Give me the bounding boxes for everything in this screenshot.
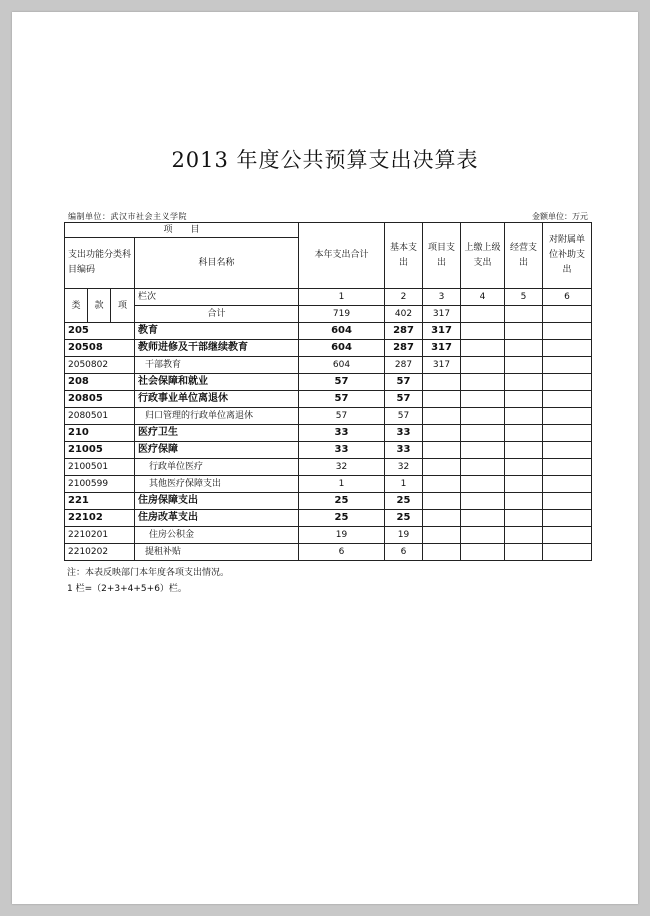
subject-code: 208 (65, 374, 135, 391)
subject-code: 21005 (65, 442, 135, 459)
table-row (65, 544, 592, 561)
remit-amount (461, 510, 505, 527)
subsidy-column-header: 对附属单位补助支出 (543, 223, 592, 289)
subject-name: 医疗保障 (135, 442, 299, 459)
total-amount: 57 (299, 374, 385, 391)
name-column-header: 科目名称 (135, 238, 299, 289)
table-row (65, 476, 592, 493)
basic-amount: 1 (385, 476, 423, 493)
remit-amount (461, 527, 505, 544)
subject-name: 行政事业单位离退休 (135, 391, 299, 408)
total-amount: 32 (299, 459, 385, 476)
basic-amount: 287 (385, 357, 423, 374)
table-row (65, 493, 592, 510)
col-num: 4 (461, 289, 505, 306)
remit-amount (461, 340, 505, 357)
col-num: 2 (385, 289, 423, 306)
business-amount (505, 442, 543, 459)
table-row (65, 357, 592, 374)
subject-name: 归口管理的行政单位离退休 (135, 408, 299, 425)
subject-name: 教育 (135, 323, 299, 340)
total-amount: 25 (299, 493, 385, 510)
remit-amount (461, 323, 505, 340)
business-amount (505, 527, 543, 544)
subject-name: 医疗卫生 (135, 425, 299, 442)
compiling-unit-label: 编制单位：武汉市社会主义学院 (68, 212, 187, 221)
table-row (65, 459, 592, 476)
business-amount (505, 374, 543, 391)
basic-amount: 57 (385, 391, 423, 408)
col-num: 6 (543, 289, 592, 306)
subject-name: 社会保障和就业 (135, 374, 299, 391)
subject-code: 2080501 (65, 408, 135, 425)
total-amount: 604 (299, 357, 385, 374)
remit-amount (461, 544, 505, 561)
project-amount: 317 (423, 357, 461, 374)
basic-amount: 287 (385, 340, 423, 357)
business-amount (505, 493, 543, 510)
lei-header: 类 (65, 289, 88, 323)
subsidy-amount (543, 459, 592, 476)
remit-amount (461, 493, 505, 510)
subsidy-amount (543, 391, 592, 408)
business-amount (505, 391, 543, 408)
subsidy-amount (543, 527, 592, 544)
basic-amount: 25 (385, 493, 423, 510)
basic-amount: 33 (385, 425, 423, 442)
kuan-header: 款 (88, 289, 111, 323)
remit-amount (461, 357, 505, 374)
total-amount: 1 (299, 476, 385, 493)
subsidy-amount (543, 323, 592, 340)
project-amount (423, 510, 461, 527)
project-amount (423, 544, 461, 561)
total-value (505, 306, 543, 323)
basic-amount: 25 (385, 510, 423, 527)
item-group-header: 项 目 (65, 223, 299, 238)
basic-amount: 19 (385, 527, 423, 544)
header-row-1 (65, 223, 592, 238)
table-row (65, 510, 592, 527)
business-amount (505, 323, 543, 340)
basic-amount: 57 (385, 408, 423, 425)
subject-name: 其他医疗保障支出 (135, 476, 299, 493)
amount-unit-label: 金额单位：万元 (532, 212, 588, 221)
total-value (543, 306, 592, 323)
business-amount (505, 510, 543, 527)
footnote: 1 栏=（2+3+4+5+6）栏。 (67, 584, 187, 594)
xiang-header: 项 (111, 289, 135, 323)
footnote: 注：本表反映部门本年度各项支出情况。 (67, 568, 230, 578)
subject-name: 住房改革支出 (135, 510, 299, 527)
subject-name: 行政单位医疗 (135, 459, 299, 476)
total-row (65, 306, 592, 323)
business-amount (505, 544, 543, 561)
subject-code: 205 (65, 323, 135, 340)
subsidy-amount (543, 442, 592, 459)
project-amount (423, 374, 461, 391)
budget-table (64, 222, 592, 561)
code-group-header: 支出功能分类科目编码 (65, 238, 135, 289)
basic-amount: 6 (385, 544, 423, 561)
subject-code: 22102 (65, 510, 135, 527)
subject-name: 住房公积金 (135, 527, 299, 544)
total-value: 402 (385, 306, 423, 323)
remit-amount (461, 425, 505, 442)
column-number-row (65, 289, 592, 306)
remit-amount (461, 374, 505, 391)
project-amount (423, 476, 461, 493)
subject-name: 提租补贴 (135, 544, 299, 561)
subsidy-amount (543, 425, 592, 442)
basic-amount: 287 (385, 323, 423, 340)
business-amount (505, 357, 543, 374)
total-amount: 33 (299, 442, 385, 459)
project-amount (423, 391, 461, 408)
total-amount: 33 (299, 425, 385, 442)
total-label: 合计 (135, 306, 299, 323)
subsidy-amount (543, 374, 592, 391)
remit-amount (461, 442, 505, 459)
business-column-header: 经营支出 (505, 223, 543, 289)
total-column-header: 本年支出合计 (299, 223, 385, 289)
subject-name: 住房保障支出 (135, 493, 299, 510)
subject-name: 教师进修及干部继续教育 (135, 340, 299, 357)
subject-code: 2100599 (65, 476, 135, 493)
total-amount: 25 (299, 510, 385, 527)
total-amount: 19 (299, 527, 385, 544)
total-amount: 6 (299, 544, 385, 561)
subject-code: 2210202 (65, 544, 135, 561)
business-amount (505, 459, 543, 476)
remit-amount (461, 459, 505, 476)
basic-column-header: 基本支出 (385, 223, 423, 289)
project-column-header: 项目支出 (423, 223, 461, 289)
document-page (12, 12, 638, 904)
project-amount (423, 527, 461, 544)
table-row (65, 391, 592, 408)
total-value: 317 (423, 306, 461, 323)
project-amount (423, 425, 461, 442)
col-num: 5 (505, 289, 543, 306)
subsidy-amount (543, 493, 592, 510)
project-amount (423, 408, 461, 425)
remit-amount (461, 391, 505, 408)
project-amount (423, 459, 461, 476)
subject-code: 210 (65, 425, 135, 442)
total-value (461, 306, 505, 323)
subject-code: 221 (65, 493, 135, 510)
table-row (65, 425, 592, 442)
project-amount (423, 442, 461, 459)
business-amount (505, 476, 543, 493)
remit-amount (461, 408, 505, 425)
total-value: 719 (299, 306, 385, 323)
subject-name: 干部教育 (135, 357, 299, 374)
table-row (65, 340, 592, 357)
remit-amount (461, 476, 505, 493)
basic-amount: 57 (385, 374, 423, 391)
basic-amount: 33 (385, 442, 423, 459)
subsidy-amount (543, 476, 592, 493)
remit-column-header: 上缴上级支出 (461, 223, 505, 289)
table-row (65, 323, 592, 340)
col-num: 3 (423, 289, 461, 306)
basic-amount: 32 (385, 459, 423, 476)
table-row (65, 374, 592, 391)
total-amount: 57 (299, 408, 385, 425)
subsidy-amount (543, 510, 592, 527)
lanci-label: 栏次 (135, 289, 299, 306)
total-amount: 604 (299, 340, 385, 357)
project-amount (423, 493, 461, 510)
subsidy-amount (543, 357, 592, 374)
subject-code: 2210201 (65, 527, 135, 544)
page-title: 2013 年度公共预算支出决算表 (171, 148, 479, 172)
col-num: 1 (299, 289, 385, 306)
business-amount (505, 408, 543, 425)
business-amount (505, 340, 543, 357)
total-amount: 57 (299, 391, 385, 408)
subject-code: 20805 (65, 391, 135, 408)
table-row (65, 408, 592, 425)
business-amount (505, 425, 543, 442)
subject-code: 2100501 (65, 459, 135, 476)
table-row (65, 527, 592, 544)
subject-code: 20508 (65, 340, 135, 357)
table-row (65, 442, 592, 459)
project-amount: 317 (423, 323, 461, 340)
total-amount: 604 (299, 323, 385, 340)
subsidy-amount (543, 544, 592, 561)
subject-code: 2050802 (65, 357, 135, 374)
subsidy-amount (543, 340, 592, 357)
subsidy-amount (543, 408, 592, 425)
project-amount: 317 (423, 340, 461, 357)
